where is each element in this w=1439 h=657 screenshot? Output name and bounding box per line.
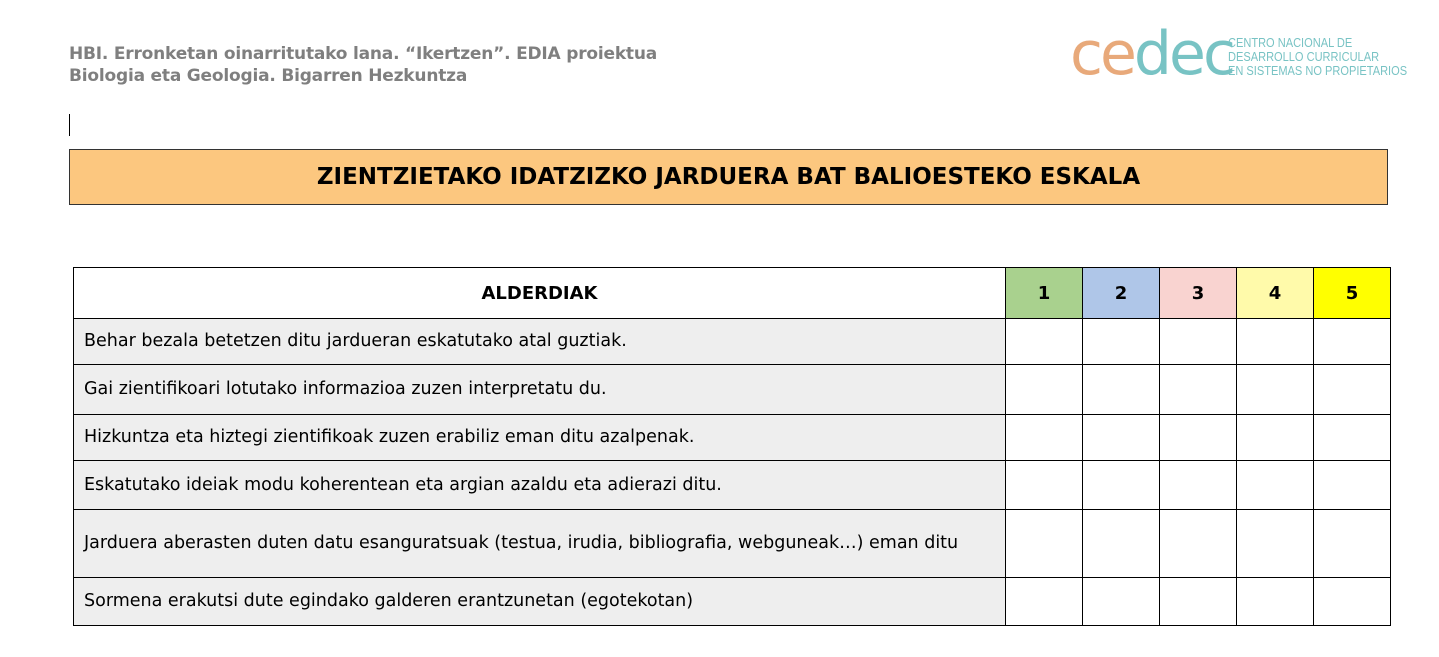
score-header-3: 3 [1160,268,1237,319]
criterion-cell: Jarduera aberasten duten datu esanguratsuak (testua, irudia, bibliografia, webguneak…) eman ditu [74,510,1006,578]
score-cell[interactable] [1160,365,1237,415]
score-cell[interactable] [1314,461,1391,510]
score-header-2: 2 [1083,268,1160,319]
table-row [74,510,1391,578]
score-cell[interactable] [1006,365,1083,415]
criterion-cell: Eskatutako ideiak modu koherentean eta argian azaldu eta adierazi ditu. [74,461,1006,510]
score-cell[interactable] [1006,461,1083,510]
header-line-2: Biologia eta Geologia. Bigarren Hezkuntza [69,66,468,86]
score-header-4: 4 [1237,268,1314,319]
header-line-1: HBI. Erronketan oinarritutako lana. “Ikertzen”. EDIA proiektua [69,44,658,64]
criterion-cell: Hizkuntza eta hiztegi zientifikoak zuzen erabiliz eman ditu azalpenak. [74,415,1006,461]
score-cell[interactable] [1237,319,1314,365]
score-cell[interactable] [1237,578,1314,626]
score-cell[interactable] [1314,319,1391,365]
score-cell[interactable] [1314,578,1391,626]
page-title: ZIENTZIETAKO IDATZIZKO JARDUERA BAT BALIOESTEKO ESKALA [69,149,1388,205]
score-cell[interactable] [1160,578,1237,626]
cedec-logo [1070,19,1410,89]
table-row [74,578,1391,626]
criterion-cell: Sormena erakutsi dute egindako galderen erantzunetan (egotekotan) [74,578,1006,626]
rating-scale-table [73,267,1391,626]
score-cell[interactable] [1083,578,1160,626]
score-cell[interactable] [1314,510,1391,578]
score-cell[interactable] [1160,319,1237,365]
table-row [74,319,1391,365]
score-cell[interactable] [1083,319,1160,365]
score-cell[interactable] [1006,319,1083,365]
score-cell[interactable] [1237,461,1314,510]
aspects-header: ALDERDIAK [74,268,1006,319]
cedec-logo-subtitle: CENTRO NACIONAL DE DESARROLLO CURRICULAR EN SISTEMAS NO PROPIETARIOS [1228,35,1408,78]
criterion-cell: Behar bezala betetzen ditu jardueran eskatutako atal guztiak. [74,319,1006,365]
table-row [74,415,1391,461]
score-cell[interactable] [1237,415,1314,461]
score-cell[interactable] [1083,461,1160,510]
score-cell[interactable] [1160,510,1237,578]
score-cell[interactable] [1160,415,1237,461]
score-cell[interactable] [1237,365,1314,415]
score-cell[interactable] [1314,415,1391,461]
score-header-1: 1 [1006,268,1083,319]
score-cell[interactable] [1083,510,1160,578]
score-cell[interactable] [1006,415,1083,461]
score-cell[interactable] [1083,415,1160,461]
score-cell[interactable] [1083,365,1160,415]
score-header-5: 5 [1314,268,1391,319]
score-cell[interactable] [1006,578,1083,626]
table-row [74,365,1391,415]
cedec-logo-word: cedec [1070,19,1233,89]
score-cell[interactable] [1314,365,1391,415]
document-header [69,43,657,87]
score-cell[interactable] [1006,510,1083,578]
score-cell[interactable] [1160,461,1237,510]
text-cursor [69,114,70,136]
score-cell[interactable] [1237,510,1314,578]
table-row [74,461,1391,510]
table-header-row [74,268,1391,319]
criterion-cell: Gai zientifikoari lotutako informazioa zuzen interpretatu du. [74,365,1006,415]
